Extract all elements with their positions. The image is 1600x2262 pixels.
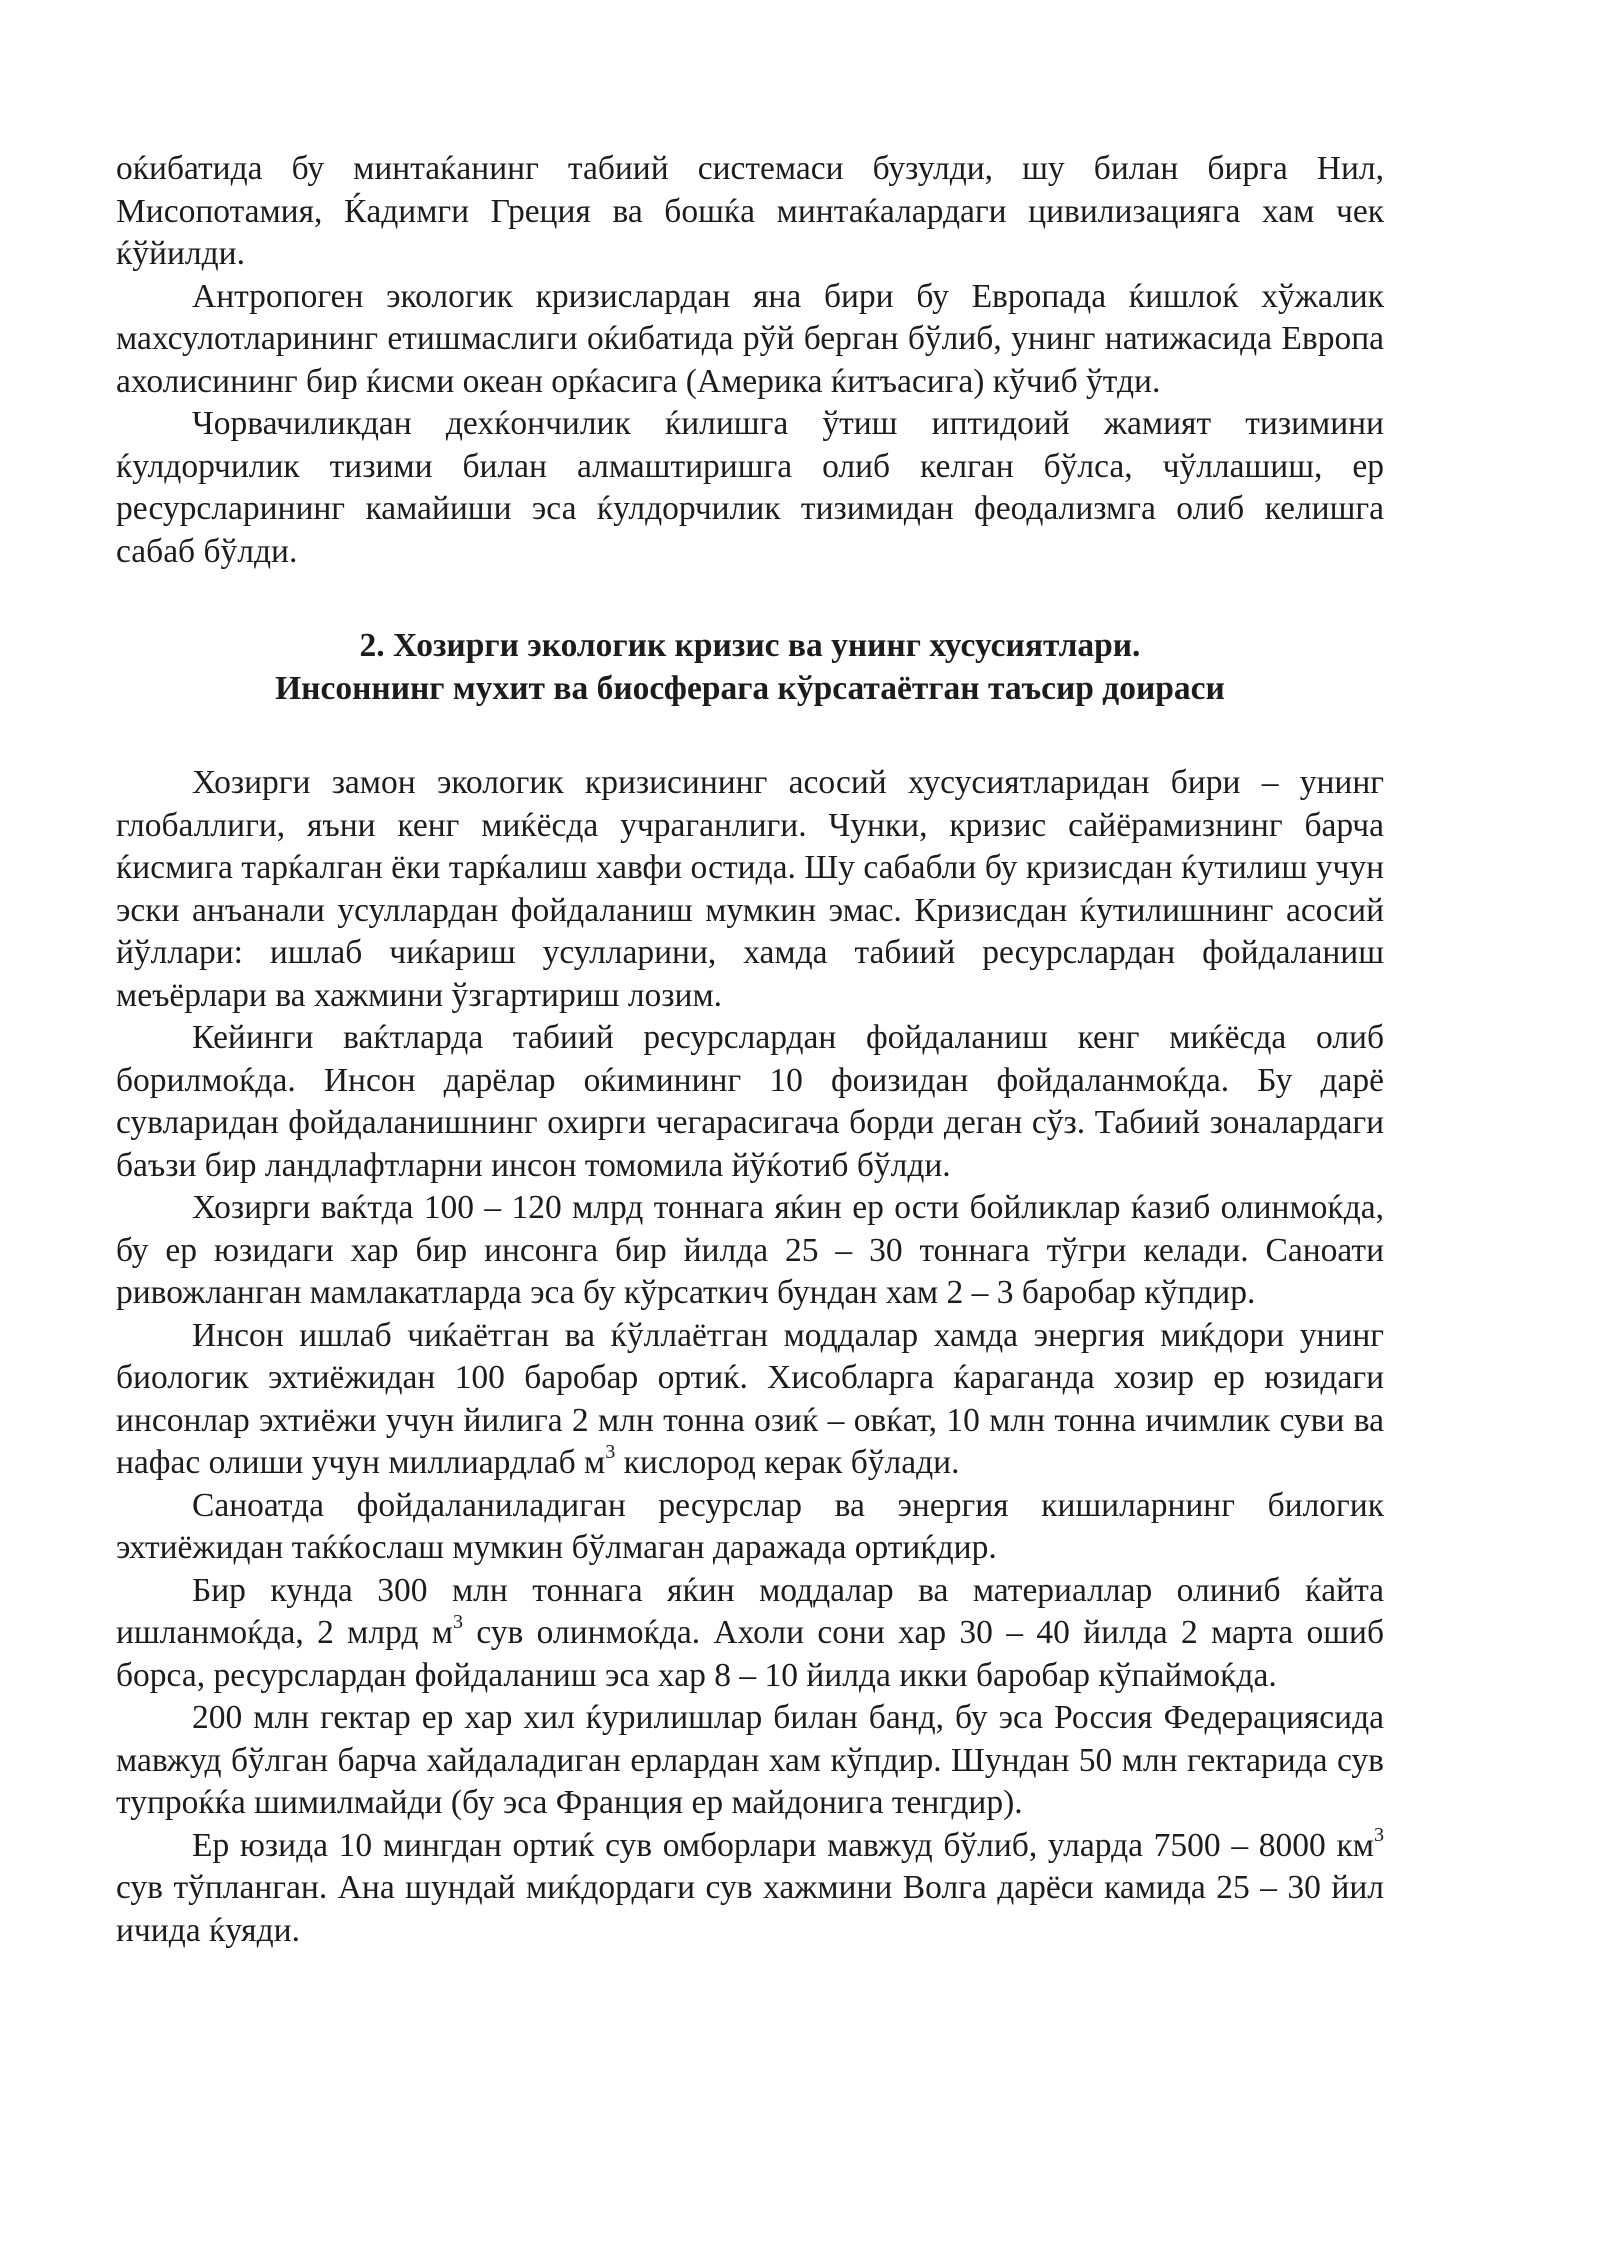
paragraph-daily-materials bbox=[116, 1570, 1384, 1698]
paragraph-continuation: оќибатида бу минтаќанинг табиий системаси бузулди, шу билан бирга Нил, Мисопотамия, Ќадимги Греция ва бошќа минтаќалардаги цивилизацияга хам чек ќўйилди. bbox=[116, 150, 1384, 272]
paragraph-land-construction: 200 млн гектар ер хар хил ќурилишлар билан банд, бу эса Россия Федерациясида мавжуд бўлган барча хайдаладиган ерлардан хам кўпдир. Шундан 50 млн гектарида сув тупроќќа шимилмайди (бу эса Франция ер майдонига тенгдир). bbox=[116, 1699, 1384, 1821]
section-heading bbox=[116, 625, 1384, 710]
superscript: 3 bbox=[605, 1440, 616, 1463]
paragraph-reservoirs bbox=[116, 1825, 1384, 1953]
paragraph-resource-use: Кейинги ваќтларда табиий ресурслардан фойдаланиш кенг миќёсда олиб борилмоќда. Инсон дарёлар оќимининг 10 фоизидан фойдаланмоќда. Бу дарё сувларидан фойдаланишнинг охирги чегарасигача борди деган сўз. Табиий зоналардаги баъзи бир ландлафтларни инсон томомила йўќотиб бўлди. bbox=[116, 1019, 1384, 1184]
paragraph-text: Ер юзида 10 мингдан ортиќ сув омборлари мавжуд бўлиб, уларда 7500 – 8000 км bbox=[192, 1826, 1374, 1864]
paragraph-text: сув олинмоќда. Ахоли сони хар 30 – 40 йилда 2 марта ошиб борса, ресурслардан фойдаланиш эса хар 8 – 10 йилда икки баробар кўпаймоќда. bbox=[116, 1614, 1384, 1694]
section-heading-line-2: Инсоннинг мухит ва биосферага кўрсатаётган таъсир доираси bbox=[275, 669, 1225, 707]
paragraph-agriculture-transition: Чорвачиликдан дехќончилик ќилишга ўтиш иптидоий жамият тизимини ќулдорчилик тизими билан алмаштиришга олиб келган бўлса, чўллашиш, ер ресурсларининг камайиши эса ќулдорчилик тизимидан феодализмга олиб келишга сабаб бўлди. bbox=[116, 405, 1384, 570]
superscript: 3 bbox=[1373, 1823, 1384, 1846]
paragraph-text: сув тўпланган. Ана шундай миќдордаги сув хажмини Волга дарёси камида 25 – 30 йил ичида ќуяди. bbox=[116, 1869, 1384, 1949]
paragraph-mineral-extraction: Хозирги ваќтда 100 – 120 млрд тоннага яќин ер ости бойликлар ќазиб олинмоќда, бу ер юзидаги хар бир инсонга бир йилда 25 – 30 тоннага тўгри келади. Саноати ривожланган мамлакатларда эса бу кўрсаткич бундан хам 2 – 3 баробар кўпдир. bbox=[116, 1189, 1384, 1311]
paragraph-text: Бир кунда 300 млн тоннага яќин моддалар ва материаллар олиниб ќайта ишланмоќда, 2 млрд м bbox=[116, 1571, 1384, 1651]
paragraph-human-needs bbox=[116, 1315, 1384, 1485]
paragraph-industry-resources: Саноатда фойдаланиладиган ресурслар ва энергия кишиларнинг билогик эхтиёжидан таќќослаш мумкин бўлмаган даражада ортиќдир. bbox=[116, 1486, 1384, 1566]
paragraph-anthropogenic-crisis: Антропоген экологик кризислардан яна бири бу Европада ќишлоќ хўжалик махсулотларининг етишмаслиги оќибатида рўй берган бўлиб, унинг натижасида Европа ахолисининг бир ќисми океан орќасига (Америка ќитъасига) кўчиб ўтди. bbox=[116, 277, 1384, 400]
paragraph-text: кислород керак бўлади. bbox=[615, 1444, 960, 1481]
paragraph-global-crisis: Хозирги замон экологик кризисининг асосий хусусиятларидан бири – унинг глобаллиги, яъни кенг миќёсда учраганлиги. Чунки, кризис сайёрамизнинг барча ќисмига тарќалган ёки тарќалиш хавфи остида. Шу сабабли бу кризисдан ќутилиш учун эски анъанали усуллардан фойдаланиш мумкин эмас. Кризисдан ќутилишнинг асосий йўллари: ишлаб чиќариш усулларини, хамда табиий ресурслардан фойдаланиш меъёрлари ва хажмини ўзгартириш лозим. bbox=[116, 764, 1384, 1014]
document-page bbox=[116, 148, 1384, 1952]
section-heading-line-1: 2. Хозирги экологик кризис ва унинг хусусиятлари. bbox=[359, 627, 1141, 664]
superscript: 3 bbox=[452, 1610, 464, 1633]
paragraph-text: Инсон ишлаб чиќаётган ва ќўллаётган моддалар хамда энергия миќдори унинг биологик эхтиёжидан 100 баробар ортиќ. Хисобларга ќараганда хозир ер юзидаги инсонлар эхтиёжи учун йилига 2 млн тонна озиќ – овќат, 10 млн тонна ичимлик суви ва нафас олиши учун миллиардлаб м bbox=[116, 1316, 1384, 1481]
